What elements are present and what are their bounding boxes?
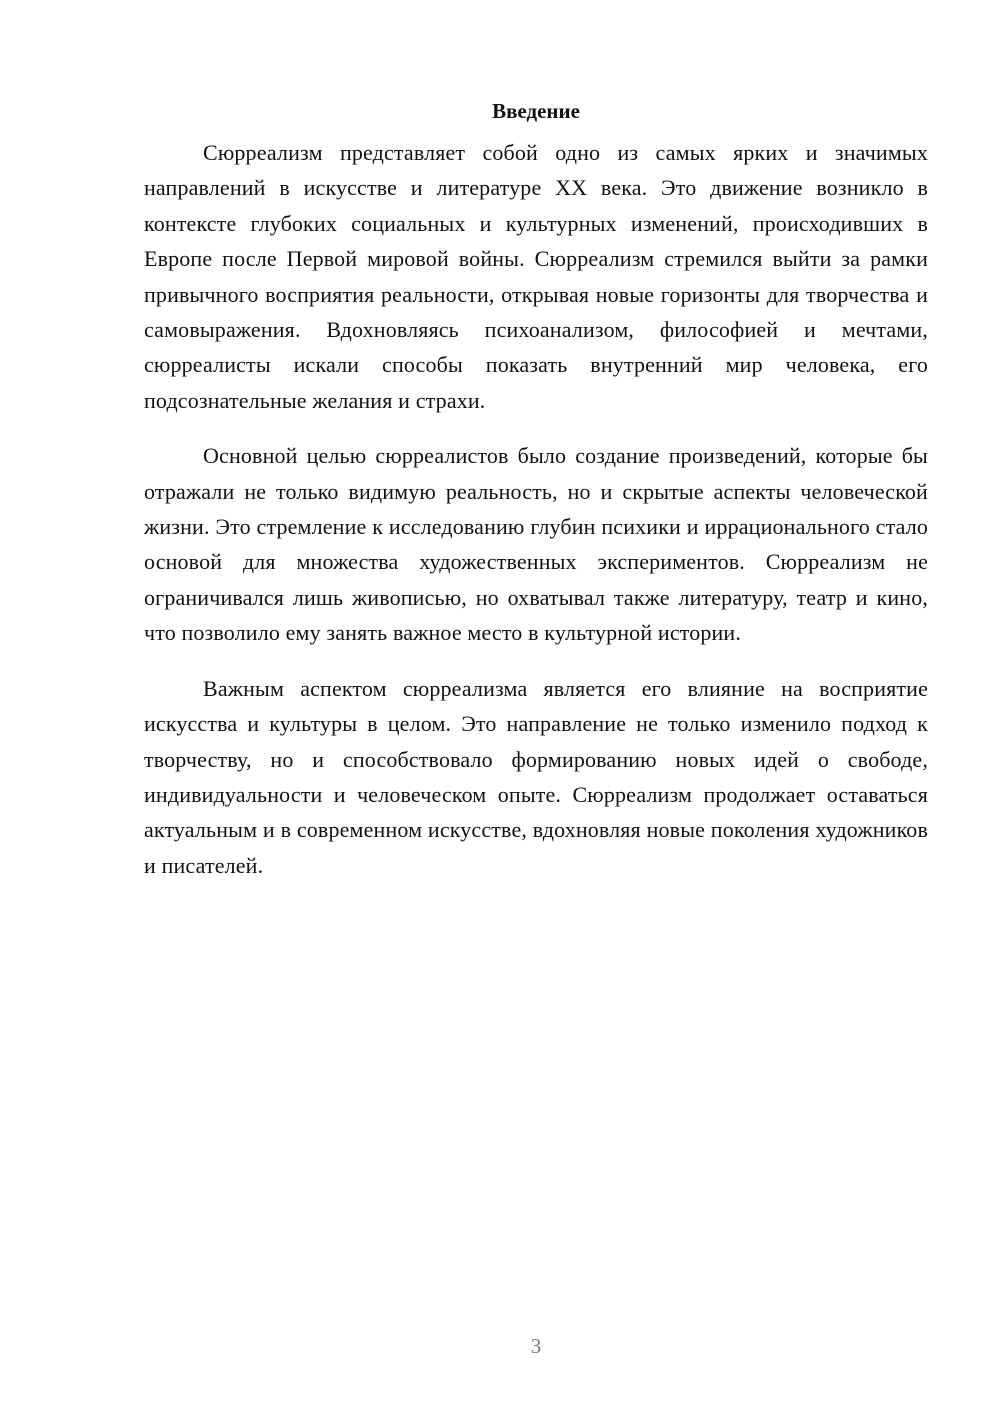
paragraph-3: Важным аспектом сюрреализма является его влияние на восприятие искусства и культуры в целом. Это направление не только изменило подход к творчеству, но и способствовало формированию новых идей о свободе, индивидуальности и человеческом опыте. Сюрреализм продолжает оставаться актуальным и в современном искусстве, вдохновляя новые поколения художников и писателей.: [144, 675, 928, 878]
paragraph-2: Основной целью сюрреалистов было создание произведений, которые бы отражали не только видимую реальность, но и скрытые аспекты человеческой жизни. Это стремление к исследованию глубин психики и иррационального стало основой для множества художественных экспериментов. Сюрреализм не ограничивался лишь живописью, но охватывал также литературу, театр и кино, что позволило ему занять важное место в культурной истории.: [144, 443, 928, 646]
paragraph-1: Сюрреализм представляет собой одно из самых ярких и значимых направлений в искусстве и литературе XX века. Это движение возникло в контексте глубоких социальных и культурных изменений, происходивших в Европе после Первой мировой войны. Сюрреализм стремился выйти за рамки привычного восприятия реальности, открывая новые горизонты для творчества и самовыражения. Вдохновляясь психоанализом, философией и мечтами, сюрреалисты искали способы показать внутренний мир человека, его подсознательные желания и страхи.: [144, 140, 928, 413]
section-title: Введение: [492, 99, 580, 123]
document-body: [144, 93, 928, 903]
page-number: 3: [530, 1334, 542, 1358]
